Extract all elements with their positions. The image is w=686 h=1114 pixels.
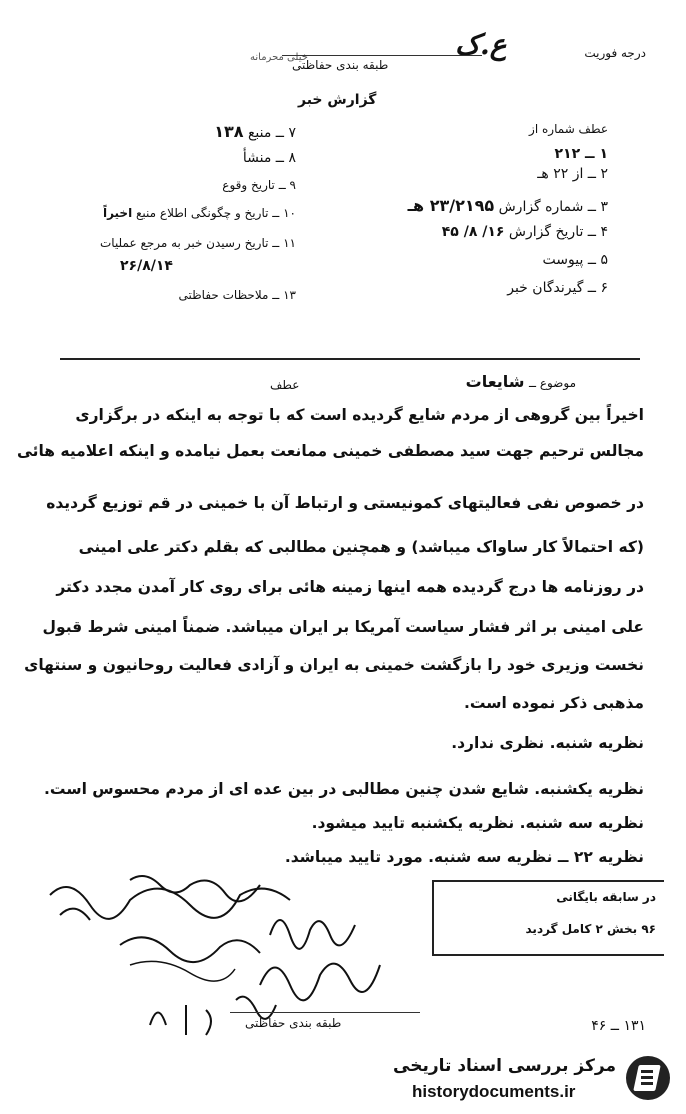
report-title: گزارش خبر [298,92,377,108]
archive-website[interactable]: historydocuments.ir [412,1082,576,1101]
stamp-line-2: ۹۶ بخش ۲ کامل گردید [525,922,656,936]
comment-sunday: نظریه یکشنبه. شایع شدن چنین مطالبی در بین عده ای از مردم محسوس است. [44,780,644,798]
comment-22: نظریه ۲۲ ــ نظریه سه شنبه. مورد تایید میباشد. [284,848,644,866]
subject-line: موضوع ــ شایعات [465,372,576,391]
handwritten-signatures [30,855,430,1055]
archive-name: مرکز بررسی اسناد تاریخی [393,1056,616,1076]
page-code: ۱۳۱ ــ ۴۶ [591,1018,646,1034]
urgency-handwritten: ع.ک [455,28,507,61]
left-field-source: ۷ ــ منبع ۱۳۸ [214,122,296,141]
footer-rule [230,1012,420,1013]
urgency-label: درجه فوریت [584,46,646,60]
body-line-3: در خصوص نفی فعالیتهای کمونیستی و ارتباط آن با خمینی در قم توزیع گردیده [46,494,644,512]
left-field-occurrence-date: ۹ ــ تاریخ وقوع [222,178,296,192]
body-line-1: اخیراً بین گروهی از مردم شایع گردیده است که با توجه به اینکه در برگزاری [75,406,644,424]
body-line-4: (که احتمالاً کار ساواک میباشد) و همچنین مطالبی که بقلم دکتر علی امینی [78,538,644,556]
archive-logo-icon [626,1056,670,1100]
footer-organization: طبقه بندی حفاظتی [245,1016,342,1030]
right-field-recipients: ۶ ــ گیرندگان خبر [507,280,608,296]
stamp-line-1: در سابقه بایگانی [556,890,656,904]
right-field-2: ۲ ــ از ۲۲ هـ [537,166,608,182]
right-field-report-date: ۴ ــ تاریخ گزارش ۱۶/ ۸/ ۴۵ [441,224,608,240]
header-separator [60,358,640,360]
left-field-receipt-date-value: ۲۶/۸/۱۴ [120,258,173,274]
classification-value: خیلی محرمانه [250,52,308,63]
subject-ref: عطف [270,378,300,392]
left-field-receipt-date: ۱۱ ــ تاریخ رسیدن خبر به مرجع عملیات [99,236,296,250]
header-organization: طبقه بندی حفاظتی [292,58,389,72]
body-line-7: نخست وزیری خود را بازگشت خمینی به ایران و آزادی فعالیت روحانیون و سنتهای [24,656,644,674]
right-field-ref: عطف شماره از [529,122,608,136]
right-field-attachment: ۵ ــ پیوست [542,252,608,268]
left-field-source-awareness: ۱۰ ــ تاریخ و چگونگی اطلاع منبع اخیراً [102,206,296,220]
body-line-5: در روزنامه ها درج گردیده همه اینها زمینه هائی برای روی کار آمدن مجدد دکتر [56,578,644,596]
right-field-report-number: ۳ ــ شماره گزارش ۲۳/۲۱۹۵ هـ [407,196,608,215]
body-line-6: علی امینی بر اثر فشار سیاست آمریکا بر ایران میباشد. ضمناً امینی شرط قبول [42,618,644,636]
body-line-8: مذهبی ذکر نموده است. [464,694,644,712]
body-line-2: مجالس ترحیم جهت سید مصطفی خمینی ممانعت بعمل نیامده و اینکه اعلامیه هائی [16,442,644,460]
left-field-security-notes: ۱۳ ــ ملاحظات حفاظتی [178,288,296,302]
comment-tuesday: نظریه سه شنبه. نظریه یکشنبه تایید میشود. [311,814,644,832]
comment-saturday: نظریه شنبه. نظری ندارد. [451,734,644,752]
classification-rule [282,55,482,56]
right-field-1: ۱ ــ ۲۱۲ [554,146,608,162]
left-field-origin: ۸ ــ منشأ [242,150,296,166]
